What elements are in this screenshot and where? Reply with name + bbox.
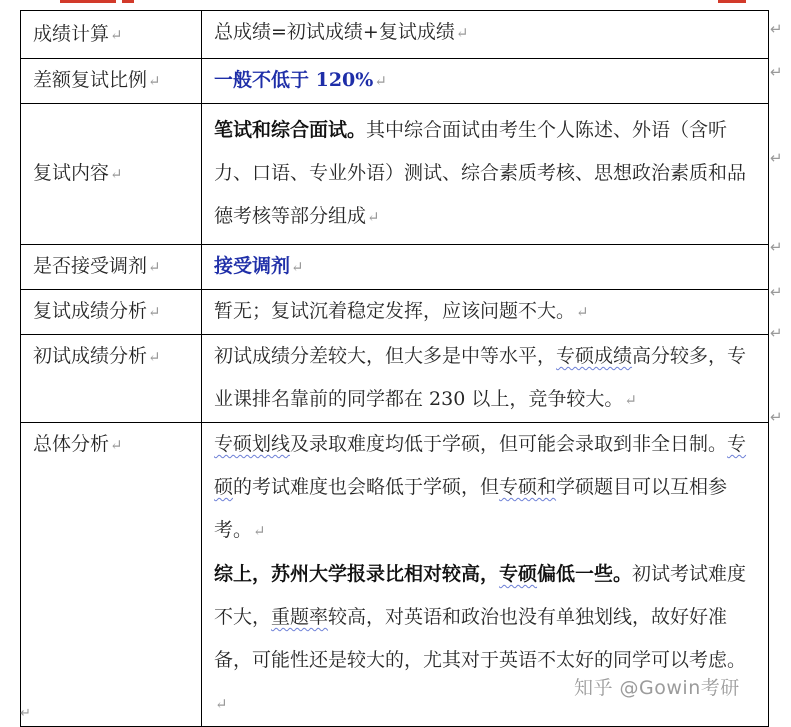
- table-row: [21, 104, 769, 245]
- table-row: [21, 290, 769, 335]
- row-label-ratio: 差额复试比例↵: [21, 59, 202, 104]
- row-end-mark-icon: ↵: [770, 408, 783, 426]
- row-content-retest-analysis: 暂无；复试沉着稳定发挥，应该问题不大。↵: [202, 290, 769, 335]
- row-label-retest-analysis: 复试成绩分析↵: [21, 290, 202, 335]
- paragraph-mark-icon: ↵: [367, 208, 380, 226]
- table-row: [21, 335, 769, 423]
- paragraph-mark-icon: ↵: [148, 348, 161, 366]
- table-row: [21, 245, 769, 290]
- row-end-mark-icon: ↵: [770, 63, 783, 81]
- row-end-mark-icon: ↵: [770, 238, 783, 256]
- paragraph-mark-icon: ↵: [110, 165, 123, 183]
- row-content-ratio: 一般不低于 120%↵: [202, 59, 769, 104]
- paragraph-mark-icon: ↵: [148, 303, 161, 321]
- paragraph-mark-icon: ↵: [20, 706, 31, 721]
- paragraph-mark-icon: ↵: [148, 72, 161, 90]
- row-end-mark-icon: ↵: [770, 149, 783, 167]
- overall-paragraph-1: 专硕划线及录取难度均低于学硕，但可能会录取到非全日制。专硕的考试难度也会略低于学硕，但专硕和学硕题目可以互相参考。↵: [214, 433, 747, 541]
- paragraph-mark-icon: ↵: [148, 258, 161, 276]
- row-label-prelim-analysis: 初试成绩分析↵: [21, 335, 202, 423]
- table-row: [21, 11, 769, 59]
- info-table: [20, 10, 769, 727]
- row-label-overall: 总体分析↵: [21, 423, 202, 727]
- row-content-retest-content: 笔试和综合面试。其中综合面试由考生个人陈述、外语（含听力、口语、专业外语）测试、综合素质考核、思想政治素质和品德考核等部分组成↵: [202, 104, 769, 245]
- row-label-adjust: 是否接受调剂↵: [21, 245, 202, 290]
- row-label-score-calc: 成绩计算↵: [21, 11, 202, 59]
- overall-paragraph-2: 综上，苏州大学报录比相对较高，专硕偏低一些。初试考试难度不大，重题率较高，对英语和政治也没有单独划线，故好好准备，可能性还是较大的，尤其对于英语不太好的同学可以考虑。↵: [214, 563, 747, 713]
- row-end-mark-icon: ↵: [770, 283, 783, 301]
- row-content-prelim-analysis: 初试成绩分差较大，但大多是中等水平，专硕成绩高分较多，专业课排名靠前的同学都在 230 以上，竞争较大。↵: [202, 335, 769, 423]
- row-end-mark-icon: ↵: [770, 324, 783, 342]
- paragraph-mark-icon: ↵: [110, 25, 123, 44]
- paragraph-mark-icon: ↵: [253, 522, 266, 540]
- top-red-marks: [0, 0, 791, 4]
- paragraph-mark-icon: ↵: [374, 72, 387, 90]
- row-content-score-calc: 总成绩=初试成绩+复试成绩↵: [202, 11, 769, 59]
- paragraph-mark-icon: ↵: [455, 24, 469, 42]
- paragraph-mark-icon: ↵: [291, 258, 304, 276]
- row-content-adjust: 接受调剂↵: [202, 245, 769, 290]
- paragraph-mark-icon: ↵: [624, 391, 637, 409]
- watermark: 知乎 @Gowin考研: [574, 677, 740, 699]
- row-end-mark-icon: ↵: [770, 20, 783, 38]
- paragraph-mark-icon: ↵: [576, 303, 589, 321]
- paragraph-mark-icon: ↵: [110, 436, 123, 454]
- row-label-retest-content: 复试内容↵: [21, 104, 202, 245]
- paragraph-mark-icon: ↵: [215, 695, 228, 713]
- table-row: [21, 59, 769, 104]
